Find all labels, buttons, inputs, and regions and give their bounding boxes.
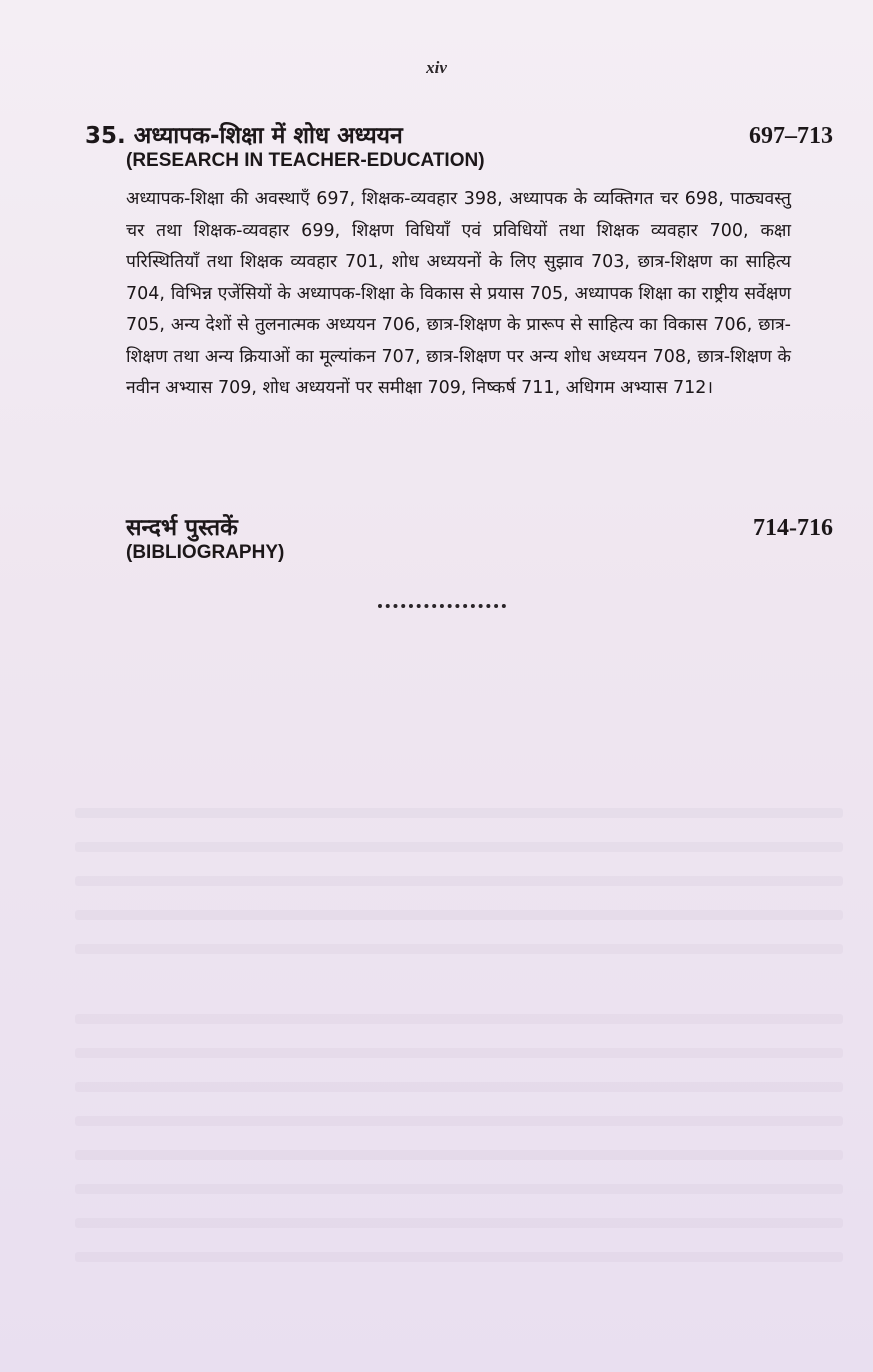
show-through-line <box>75 1150 843 1160</box>
show-through-line <box>75 1082 843 1092</box>
show-through-line <box>75 910 843 920</box>
chapter-title-english: (RESEARCH IN TEACHER-EDUCATION) <box>126 150 485 171</box>
show-through-line <box>75 1116 843 1126</box>
bibliography-heading <box>126 510 833 542</box>
chapter-title-hindi: 35. अध्यापक-शिक्षा में शोध अध्ययन <box>85 123 403 149</box>
show-through-line <box>75 808 843 818</box>
chapter-heading <box>85 118 833 150</box>
chapter-page-range: 697–713 <box>749 123 833 149</box>
chapter-contents-paragraph: अध्यापक-शिक्षा की अवस्थाएँ 697, शिक्षक-व्यवहार 398, अध्यापक के व्यक्तिगत चर 698, पाठ्यवस्तु चर तथा शिक्षक-व्यवहार 699, शिक्षण विधियाँ एवं प्रविधियों तथा शिक्षक व्यवहार 700, कक्षा परिस्थितियाँ तथा शिक्षक व्यवहार 701, शोध अध्ययनों के लिए सुझाव 703, छात्र-शिक्षण का साहित्य 704, विभिन्न एजेंसियों के अध्यापक-शिक्षा के विकास से प्रयास 705, अध्यापक शिक्षा का राष्ट्रीय सर्वेक्षण 705, अन्य देशों से तुलनात्मक अध्ययन 706, छात्र-शिक्षण के प्रारूप से साहित्य का विकास 706, छात्र-शिक्षण तथा अन्य क्रियाओं का मूल्यांकन 707, छात्र-शिक्षण पर अन्य शोध अध्ययन 708, छात्र-शिक्षण के नवीन अभ्यास 709, शोध अध्ययनों पर समीक्षा 709, निष्कर्ष 711, अधिगम अभ्यास 712। <box>126 189 791 398</box>
show-through-line <box>75 842 843 852</box>
show-through-line <box>75 1218 843 1228</box>
bibliography-title-english: (BIBLIOGRAPHY) <box>126 542 285 563</box>
show-through-line <box>75 1014 843 1024</box>
bibliography-page-range: 714-716 <box>753 515 833 541</box>
show-through-line <box>75 944 843 954</box>
dotted-separator <box>378 604 506 608</box>
show-through-line <box>75 876 843 886</box>
show-through-line <box>75 1184 843 1194</box>
show-through-line <box>75 1252 843 1262</box>
show-through-line <box>75 1048 843 1058</box>
page-number: xiv <box>426 58 447 77</box>
bibliography-title-hindi: सन्दर्भ पुस्तकें <box>126 515 238 541</box>
